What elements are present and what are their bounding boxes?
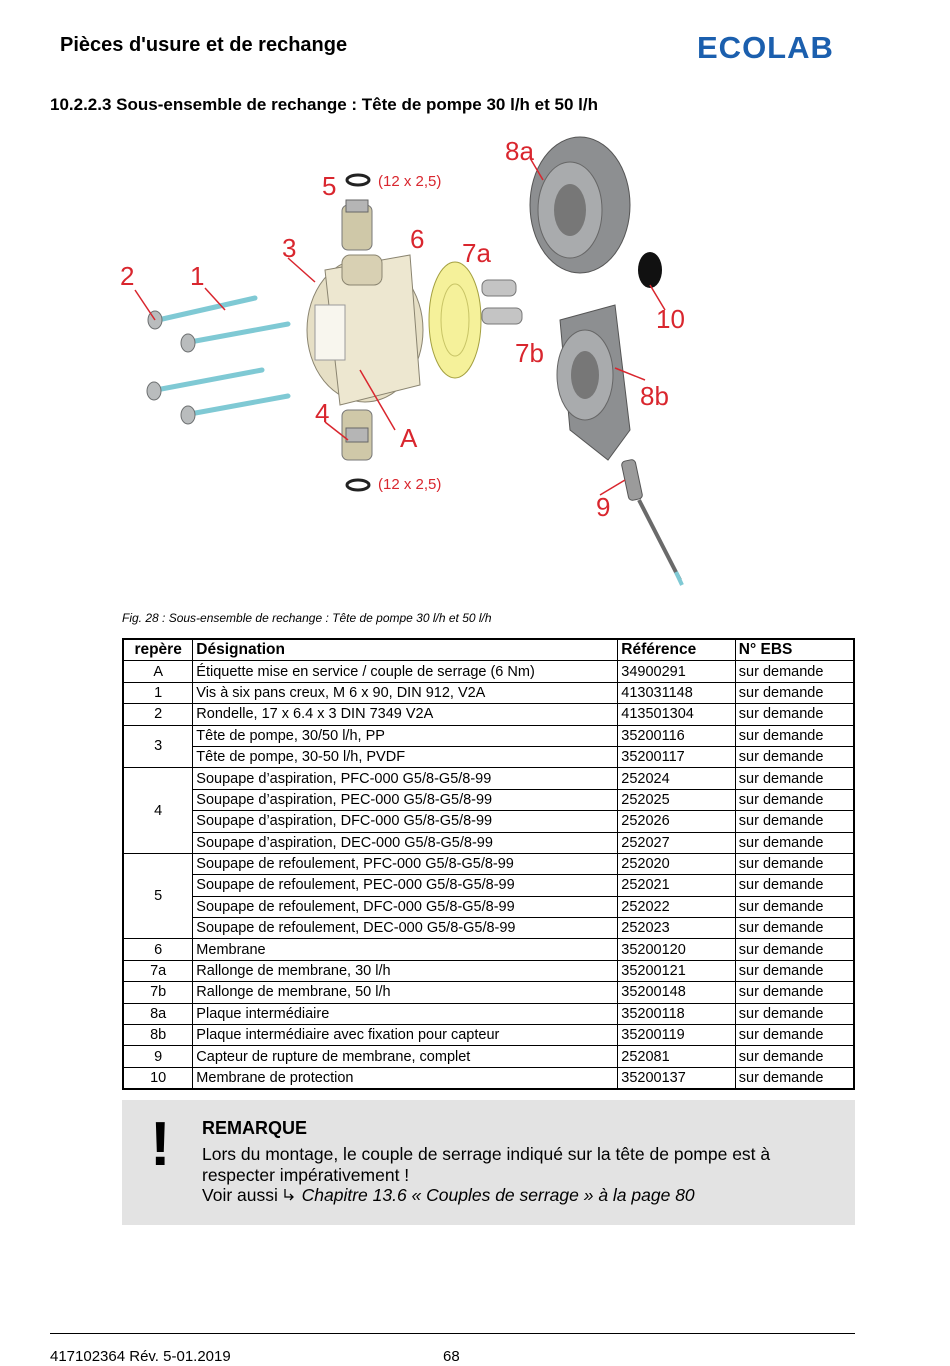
table-row: [123, 725, 854, 746]
warning-icon: !: [150, 1110, 171, 1179]
cell-ebs: sur demande: [735, 1067, 854, 1089]
figure-label-9: 9: [596, 492, 611, 522]
cell-reference: 35200121: [618, 960, 736, 981]
cell-designation: Soupape de refoulement, PEC-000 G5/8-G5/8-99: [193, 875, 618, 896]
table-row: [123, 939, 854, 960]
table-row: [123, 811, 854, 832]
table-row: [123, 1003, 854, 1024]
table-row: [123, 832, 854, 853]
cell-reference: 35200117: [618, 746, 736, 767]
cell-designation: Vis à six pans creux, M 6 x 90, DIN 912, V2A: [193, 682, 618, 703]
cell-designation: Soupape d’aspiration, DEC-000 G5/8-G5/8-99: [193, 832, 618, 853]
cell-reference: 252026: [618, 811, 736, 832]
cell-reference: 252081: [618, 1046, 736, 1067]
pump-head-part: [307, 255, 423, 405]
note-see-prefix: Voir aussi: [202, 1185, 283, 1205]
col-header-reference: Référence: [618, 639, 736, 661]
cell-ebs: sur demande: [735, 725, 854, 746]
cell-rep: A: [123, 661, 193, 682]
suction-valve-part: [342, 410, 372, 490]
figure-label-5: 5: [322, 171, 337, 201]
cell-designation: Étiquette mise en service / couple de serrage (6 Nm): [193, 661, 618, 682]
cell-reference: 413031148: [618, 682, 736, 703]
cell-ebs: sur demande: [735, 918, 854, 939]
sensor-part: [621, 459, 682, 585]
table-row: [123, 1067, 854, 1089]
figure-label-7b: 7b: [515, 338, 544, 368]
table-row: [123, 896, 854, 917]
note-title: REMARQUE: [202, 1118, 308, 1138]
cell-reference: 34900291: [618, 661, 736, 682]
figure-label-3: 3: [282, 233, 297, 263]
cell-ebs: sur demande: [735, 982, 854, 1003]
cell-ebs: sur demande: [735, 811, 854, 832]
page-number: 68: [443, 1348, 460, 1365]
cell-ebs: sur demande: [735, 832, 854, 853]
cell-designation: Soupape d’aspiration, PFC-000 G5/8-G5/8-99: [193, 768, 618, 789]
note-text: [202, 1144, 842, 1206]
membrane-part: [429, 262, 481, 378]
table-row: [123, 704, 854, 725]
cell-rep: 4: [123, 768, 193, 854]
cell-reference: 252022: [618, 896, 736, 917]
cell-reference: 35200148: [618, 982, 736, 1003]
intermediate-plate-sensor-part: [557, 305, 630, 460]
footer-document-number: 417102364 Rév. 5-01.2019: [50, 1348, 231, 1365]
figure-label-7a: 7a: [462, 238, 491, 268]
cell-ebs: sur demande: [735, 853, 854, 874]
cell-ebs: sur demande: [735, 661, 854, 682]
table-row: [123, 960, 854, 981]
figure-label-1: 1: [190, 261, 205, 291]
cell-reference: 252025: [618, 789, 736, 810]
table-row: [123, 789, 854, 810]
cell-ebs: sur demande: [735, 746, 854, 767]
cell-rep: 7b: [123, 982, 193, 1003]
ecolab-logo: ECOLAB: [697, 30, 834, 65]
cell-rep: 10: [123, 1067, 193, 1089]
cell-reference: 252023: [618, 918, 736, 939]
figure-caption: Fig. 28 : Sous-ensemble de rechange : Tête de pompe 30 l/h et 50 l/h: [122, 611, 492, 625]
table-row: [123, 1025, 854, 1046]
membrane-extension-parts: [482, 280, 522, 324]
cell-rep: 8b: [123, 1025, 193, 1046]
figure-label-10: 10: [656, 304, 685, 334]
cell-designation: Capteur de rupture de membrane, complet: [193, 1046, 618, 1067]
cell-reference: 252024: [618, 768, 736, 789]
figure-label-8b: 8b: [640, 381, 669, 411]
cell-reference: 252020: [618, 853, 736, 874]
figure-oring-bottom: (12 x 2,5): [378, 476, 442, 493]
arrow-link-icon: [283, 1188, 297, 1202]
page-header-title: Pièces d'usure et de rechange: [60, 34, 348, 56]
cell-ebs: sur demande: [735, 875, 854, 896]
exploded-view-figure: [110, 130, 710, 600]
table-header-row: [123, 639, 854, 661]
bolt-assembly: [147, 298, 288, 424]
cell-rep: 6: [123, 939, 193, 960]
cell-reference: 413501304: [618, 704, 736, 725]
cell-ebs: sur demande: [735, 1025, 854, 1046]
cell-rep: 7a: [123, 960, 193, 981]
cell-designation: Membrane de protection: [193, 1067, 618, 1089]
col-header-rep: repère: [123, 639, 193, 661]
col-header-ebs: N° EBS: [735, 639, 854, 661]
cell-ebs: sur demande: [735, 789, 854, 810]
cell-ebs: sur demande: [735, 682, 854, 703]
cell-reference: 35200119: [618, 1025, 736, 1046]
cell-designation: Tête de pompe, 30/50 l/h, PP: [193, 725, 618, 746]
cell-ebs: sur demande: [735, 896, 854, 917]
figure-label-8a: 8a: [505, 136, 534, 166]
discharge-valve-part: [342, 175, 372, 250]
footer-divider: [50, 1333, 855, 1334]
cell-reference: 252021: [618, 875, 736, 896]
table-row: [123, 875, 854, 896]
cell-ebs: sur demande: [735, 704, 854, 725]
cell-reference: 35200137: [618, 1067, 736, 1089]
cell-designation: Soupape d’aspiration, PEC-000 G5/8-G5/8-99: [193, 789, 618, 810]
cell-designation: Rallonge de membrane, 30 l/h: [193, 960, 618, 981]
table-row: [123, 661, 854, 682]
cell-designation: Membrane: [193, 939, 618, 960]
cell-ebs: sur demande: [735, 939, 854, 960]
cell-reference: 252027: [618, 832, 736, 853]
table-row: [123, 768, 854, 789]
cell-designation: Tête de pompe, 30-50 l/h, PVDF: [193, 746, 618, 767]
cell-designation: Soupape de refoulement, PFC-000 G5/8-G5/8-99: [193, 853, 618, 874]
cell-reference: 35200116: [618, 725, 736, 746]
protective-membrane-part: [638, 252, 662, 288]
cell-designation: Plaque intermédiaire: [193, 1003, 618, 1024]
cell-ebs: sur demande: [735, 1003, 854, 1024]
cell-ebs: sur demande: [735, 768, 854, 789]
col-header-designation: Désignation: [193, 639, 618, 661]
figure-label-a: A: [400, 423, 418, 453]
cell-rep: 9: [123, 1046, 193, 1067]
table-row: [123, 682, 854, 703]
figure-oring-top: (12 x 2,5): [378, 173, 442, 190]
cell-rep: 5: [123, 853, 193, 939]
parts-table: [122, 638, 855, 1090]
note-line-1: Lors du montage, le couple de serrage indiqué sur la tête de pompe est à: [202, 1144, 771, 1164]
table-row: [123, 1046, 854, 1067]
cell-ebs: sur demande: [735, 960, 854, 981]
table-row: [123, 918, 854, 939]
chapter-reference-link[interactable]: Chapitre 13.6 « Couples de serrage » à la page 80: [301, 1185, 695, 1205]
cell-designation: Soupape d’aspiration, DFC-000 G5/8-G5/8-99: [193, 811, 618, 832]
cell-rep: 2: [123, 704, 193, 725]
note-box: [122, 1100, 855, 1225]
table-row: [123, 746, 854, 767]
cell-designation: Rondelle, 17 x 6.4 x 3 DIN 7349 V2A: [193, 704, 618, 725]
cell-ebs: sur demande: [735, 1046, 854, 1067]
cell-designation: Rallonge de membrane, 50 l/h: [193, 982, 618, 1003]
note-line-2: respecter impérativement !: [202, 1164, 410, 1185]
cell-reference: 35200120: [618, 939, 736, 960]
cell-designation: Soupape de refoulement, DEC-000 G5/8-G5/8-99: [193, 918, 618, 939]
figure-label-4: 4: [315, 398, 330, 428]
cell-designation: Soupape de refoulement, DFC-000 G5/8-G5/8-99: [193, 896, 618, 917]
cell-reference: 35200118: [618, 1003, 736, 1024]
cell-rep: 8a: [123, 1003, 193, 1024]
cell-rep: 3: [123, 725, 193, 768]
section-title: 10.2.2.3 Sous-ensemble de rechange : Tête de pompe 30 l/h et 50 l/h: [50, 95, 598, 114]
table-row: [123, 982, 854, 1003]
cell-designation: Plaque intermédiaire avec fixation pour capteur: [193, 1025, 618, 1046]
figure-label-6: 6: [410, 224, 425, 254]
intermediate-plate-part: [530, 137, 630, 273]
cell-rep: 1: [123, 682, 193, 703]
table-row: [123, 853, 854, 874]
figure-label-2: 2: [120, 261, 135, 291]
